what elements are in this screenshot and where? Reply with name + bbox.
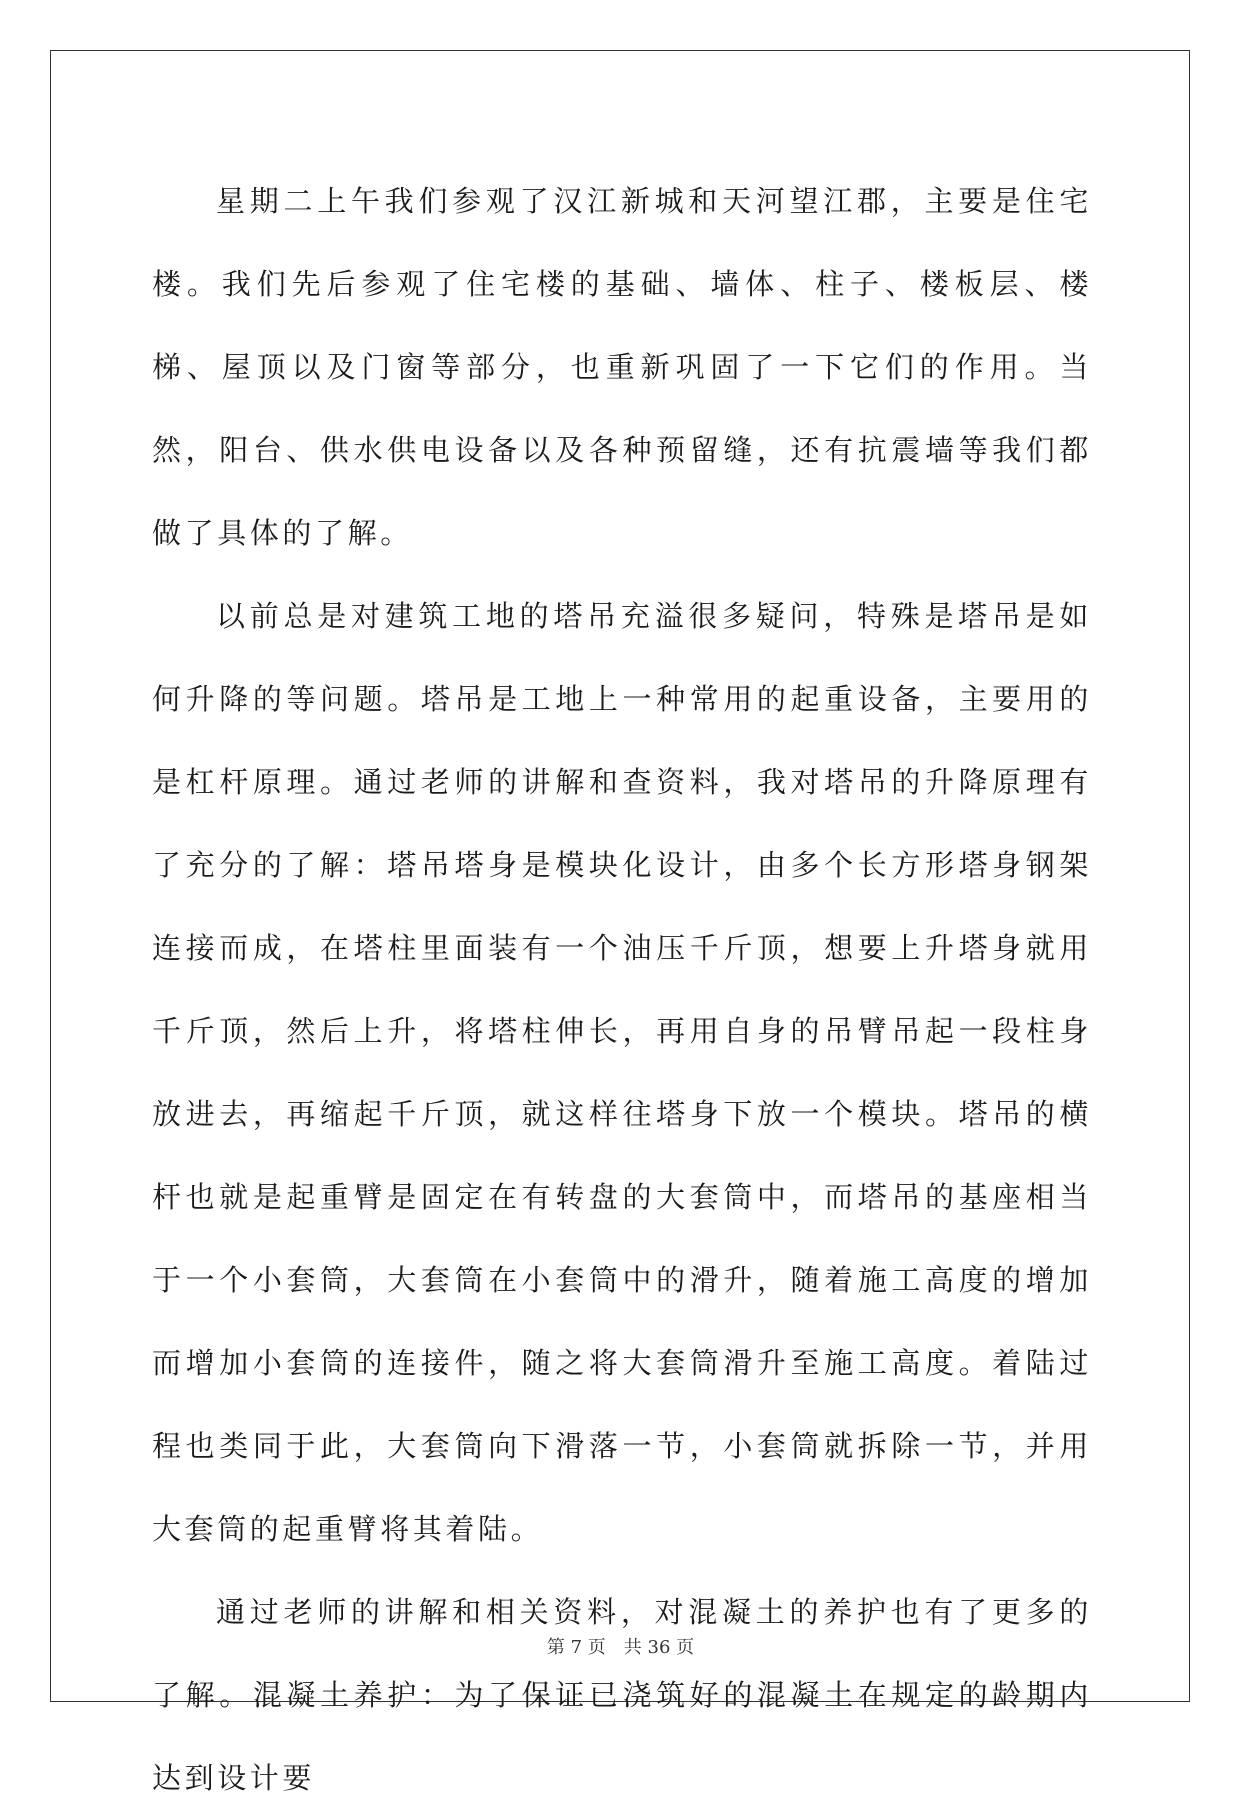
paragraph: 通过老师的讲解和相关资料，对混凝土的养护也有了更多的了解。混凝土养护：为了保证已浇筑好的混凝土在规定的龄期内达到设计要 xyxy=(152,1595,1092,1795)
paragraph: 星期二上午我们参观了汉江新城和天河望江郡，主要是住宅楼。我们先后参观了住宅楼的基础、墙体、柱子、楼板层、楼梯、屋顶以及门窗等部分，也重新巩固了一下它们的作用。当然，阳台、供水供电设备以及各种预留缝，还有抗震墙等我们都做了具体的了解。 xyxy=(152,184,1092,550)
page-number-footer: 第 7 页 共 36 页 xyxy=(546,1637,695,1658)
document-body xyxy=(152,160,1092,1820)
paragraph: 以前总是对建筑工地的塔吊充溢很多疑问，特殊是塔吊是如何升降的等问题。塔吊是工地上一种常用的起重设备，主要用的是杠杆原理。通过老师的讲解和查资料，我对塔吊的升降原理有了充分的了解：塔吊塔身是模块化设计，由多个长方形塔身钢架连接而成，在塔柱里面装有一个油压千斤顶，想要上升塔身就用千斤顶，然后上升，将塔柱伸长，再用自身的吊臂吊起一段柱身放进去，再缩起千斤顶，就这样往塔身下放一个模块。塔吊的横杆也就是起重臂是固定在有转盘的大套筒中，而塔吊的基座相当于一个小套筒，大套筒在小套筒中的滑升，随着施工高度的增加而增加小套筒的连接件，随之将大套筒滑升至施工高度。着陆过程也类同于此，大套筒向下滑落一节，小套筒就拆除一节，并用大套筒的起重臂将其着陆。 xyxy=(152,599,1092,1546)
